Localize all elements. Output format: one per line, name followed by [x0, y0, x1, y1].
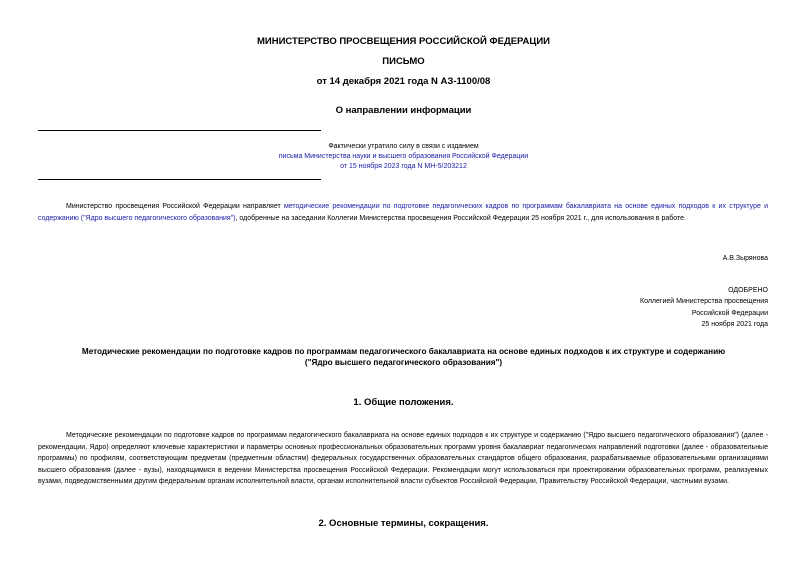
section-1-paragraph: [38, 430, 768, 488]
section-1-heading: 1. Общие положения.: [353, 397, 454, 408]
intro-text-before: Министерство просвещения Российской Федерации направляет: [66, 203, 284, 210]
intro-paragraph: [38, 201, 768, 224]
document-type: ПИСЬМО: [382, 56, 425, 67]
section-2-heading: 2. Основные термины, сокращения.: [318, 518, 489, 529]
approval-line-3: Российской Федерации: [691, 309, 768, 317]
intro-text-after: , одобренные на заседании Коллегии Министерства просвещения Российской Федерации 25 ноября 2021 г., для использования в работе.: [235, 214, 686, 222]
document-date-number: от 14 декабря 2021 года N АЗ-1100/08: [316, 76, 491, 87]
main-title: [0, 346, 807, 368]
main-title-line-1: Методические рекомендации по подготовке кадров по программам педагогического бакалавриата на основе единых подходов к их структуре и содержанию: [81, 347, 726, 356]
section-1-text: Методические рекомендации по подготовке кадров по программам педагогического бакалавриата на основе единых подходов к их структуре и содержанию ("Ядро высшего педагогического образования") (далее - рекомендации, Ядро) определяют ключевые характеристики и параметры основных профессиональных образовательных программ уровня бакалавриат педагогических направлений подготовки (далее - образовательные программы) по профилям, соответствующим предметам (предметным областям) федеральных государственных образовательных стандартов общего образования, разрабатываемые образовательными организациями высшего образования (далее - вузы), находящимися в ведении Министерства просвещения Российской Федерации. Рекомендации могут использоваться при проектировании образовательных программ, реализуемых вузами, подведомственными другим федеральным органам исполнительной власти, органам исполнительной власти субъектов Российской Федерации, Правительству Российской Федерации, частными вузами.: [38, 432, 768, 486]
approval-line-2: Коллегией Министерства просвещения: [640, 298, 768, 306]
divider-bottom: [38, 179, 321, 180]
status-link-line-1[interactable]: письма Министерства науки и высшего образования Российской Федерации: [278, 153, 529, 160]
document-subject: О направлении информации: [335, 105, 472, 116]
status-note: Фактически утратило силу в связи с изданием: [328, 143, 479, 150]
approval-line-4: 25 ноября 2021 года: [701, 320, 768, 328]
approval-line-1: ОДОБРЕНО: [728, 287, 768, 294]
ministry-heading: МИНИСТЕРСТВО ПРОСВЕЩЕНИЯ РОССИЙСКОЙ ФЕДЕРАЦИИ: [256, 36, 551, 47]
divider-top: [38, 130, 321, 131]
signature: А.В.Зырянова: [722, 255, 768, 262]
approval-block: [640, 285, 768, 330]
status-link-line-2[interactable]: от 15 ноября 2023 года N МН-5/203212: [340, 163, 467, 170]
recommendations-link[interactable]: методические рекомендации по подготовке педагогических кадров по программам бакалавриата на основе единых подходов к их структуре и содержанию ("Ядро высшего педагогического образования"): [38, 203, 769, 222]
main-title-line-2: ("Ядро высшего педагогического образования"): [304, 358, 503, 367]
